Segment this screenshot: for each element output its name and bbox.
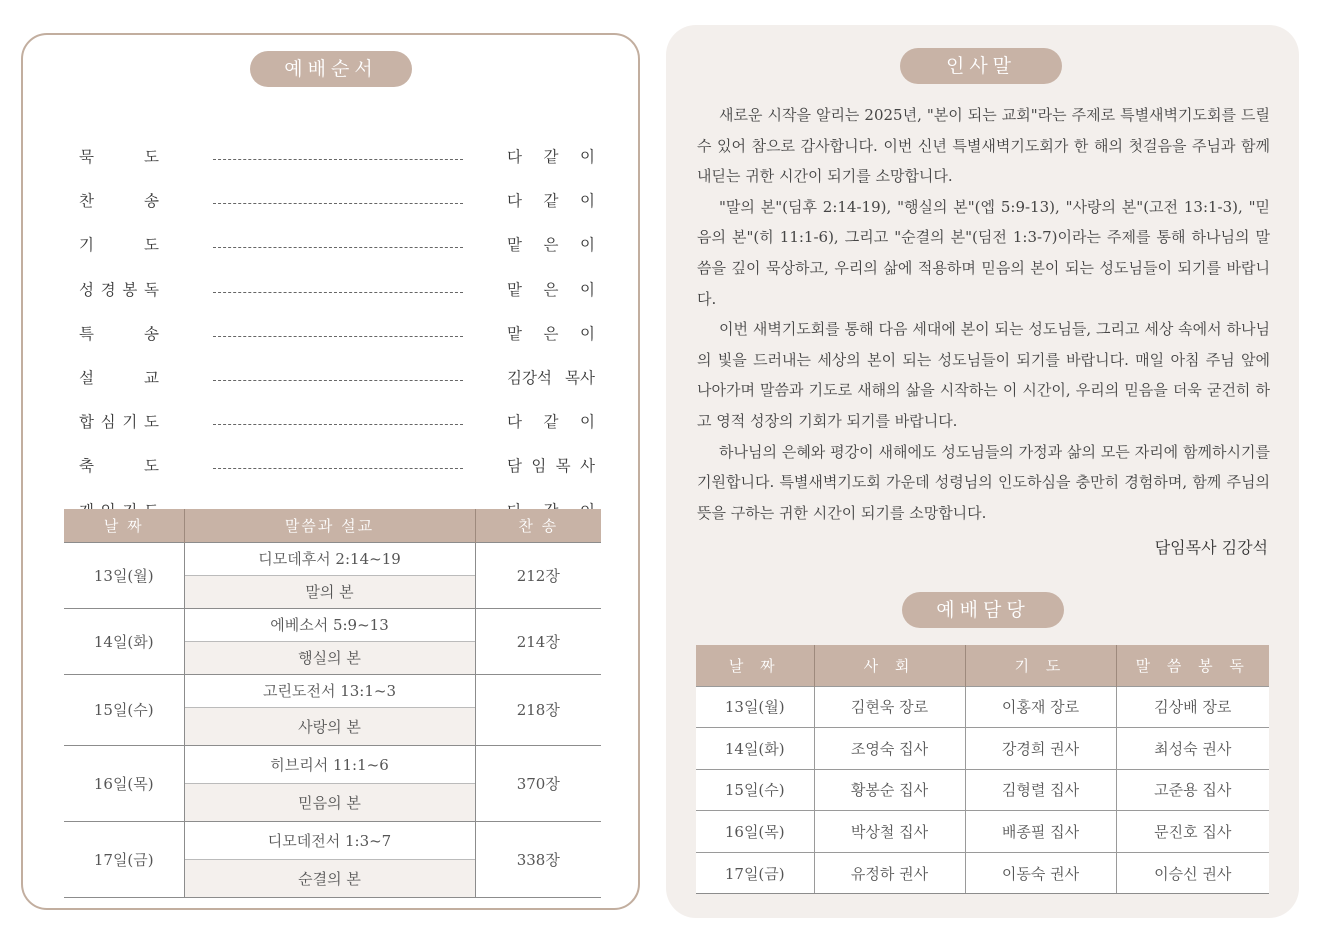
order-leader-part: 이 [580,192,595,211]
duty-host: 유정하 권사 [814,852,965,894]
duty-prayer: 배종필 집사 [965,811,1116,853]
schedule-sermon: 행실의 본 [184,641,475,674]
order-item-name [79,145,159,167]
order-leader-part: 이 [580,148,595,166]
order-leader-part: 목사 [565,368,595,387]
schedule-row [64,674,601,707]
schedule-row [64,608,601,641]
order-leader-part: 같 [543,148,559,166]
dashed-leader [213,336,463,337]
order-item-name [79,322,159,344]
schedule-row [64,745,601,783]
dashed-leader [213,292,463,293]
schedule-table [64,509,601,898]
order-leader-part: 같 [543,413,559,432]
order-item-leader [507,454,595,476]
order-item-name [79,233,159,255]
order-name-char: 축 [79,457,94,476]
order-name-char: 기 [79,236,94,255]
order-leader-part: 같 [543,192,559,211]
order-item-leader [507,189,595,211]
order-name-char: 도 [144,148,159,166]
order-row [79,396,599,440]
order-leader-part: 이 [580,280,595,299]
duty-reading: 고준용 집사 [1116,769,1269,811]
order-name-char: 설 [79,368,94,387]
order-name-char: 합 [79,413,94,432]
order-title: 예배순서 [250,51,412,87]
order-name-char: 송 [144,324,159,343]
greeting-paragraph: 이번 새벽기도회를 통해 다음 세대에 본이 되는 성도님들, 그리고 세상 속에서 하나님의 빛을 드러내는 세상의 본이 되는 성도님들이 되기를 바랍니다. 매일 아침 주님 앞에 나아가며 말씀과 기도로 새해의 삶을 시작하는 이 시간이, 우리의 믿음을 더욱 굳건히 하고 영적 성장의 기회가 되기를 바랍니다. [697,320,1270,430]
schedule-hymn: 212장 [475,542,601,608]
schedule-date: 17일(금) [64,821,184,897]
duty-date: 17일(금) [696,852,814,894]
greeting-paragraph: 새로운 시작을 알리는 2025년, "본이 되는 교회"라는 주제로 특별새벽기도회를 드릴 수 있어 참으로 감사합니다. 이번 신년 특별새벽기도회가 한 해의 첫걸음을 주님과 함께 내딛는 귀한 시간이 되기를 소망합니다. [697,106,1270,186]
order-name-char: 묵 [79,148,94,166]
order-leader-part: 이 [580,413,595,432]
order-name-char: 경 [100,280,116,299]
schedule-date: 14일(화) [64,608,184,674]
duty-reading: 최성숙 권사 [1116,728,1269,770]
order-row [79,440,599,484]
schedule-hymn: 338장 [475,821,601,897]
order-leader-part: 이 [580,236,595,255]
order-leader-part: 은 [543,236,559,255]
order-leader-part: 김강석 [507,368,552,387]
duty-host: 박상철 집사 [814,811,965,853]
order-leader-part: 목 [555,457,571,476]
order-item-name [79,454,159,476]
duty-header-row [696,645,1269,686]
order-leader-part: 사 [579,457,595,476]
duty-host: 김현욱 장로 [814,686,965,728]
order-row [79,131,599,175]
order-name-char: 봉 [122,280,138,299]
duty-host: 조영숙 집사 [814,728,965,770]
schedule-scripture: 디모데전서 1:3~7 [184,821,475,859]
greeting-paragraph: 하나님의 은혜와 평강이 새해에도 성도님들의 가정과 삶의 모든 자리에 함께하시기를 기원합니다. 특별새벽기도회 가운데 성령님의 인도하심을 충만히 경험하며, 함께 주님의 뜻을 구하는 귀한 시간이 되기를 소망합니다. [697,442,1270,522]
dashed-leader [213,247,463,248]
duty-date: 16일(목) [696,811,814,853]
schedule-scripture: 에베소서 5:9~13 [184,608,475,641]
order-name-char: 송 [144,192,159,211]
schedule-sermon: 사랑의 본 [184,707,475,745]
duty-prayer: 이홍재 장로 [965,686,1116,728]
order-row [79,352,599,396]
duty-title: 예배담당 [902,592,1064,628]
duty-prayer: 김형렬 집사 [965,769,1116,811]
schedule-date: 16일(목) [64,745,184,821]
order-name-char: 성 [79,280,94,299]
dashed-leader [213,424,463,425]
dashed-leader [213,380,463,381]
duty-header-host: 사 회 [814,645,965,686]
schedule-row [64,542,601,575]
schedule-hymn: 214장 [475,608,601,674]
duty-row [696,769,1269,811]
duty-date: 15일(수) [696,769,814,811]
order-leader-part: 임 [531,457,547,476]
order-item-leader [507,410,595,432]
duty-row [696,852,1269,894]
duty-row [696,728,1269,770]
order-name-char: 심 [100,413,116,432]
order-row [79,175,599,219]
order-item-name [79,278,159,300]
duty-reading: 김상배 장로 [1116,686,1269,728]
order-item-leader [507,278,595,300]
duty-row [696,811,1269,853]
order-name-char: 도 [144,457,159,476]
order-item-name [79,366,159,388]
schedule-scripture: 고린도전서 13:1~3 [184,674,475,707]
duty-table [696,645,1269,894]
schedule-header-date: 날 짜 [64,509,184,542]
duty-reading: 문진호 집사 [1116,811,1269,853]
order-row [79,219,599,263]
schedule-sermon: 말의 본 [184,575,475,608]
dashed-leader [213,468,463,469]
duty-date: 14일(화) [696,728,814,770]
schedule-sermon: 믿음의 본 [184,783,475,821]
schedule-date: 15일(수) [64,674,184,745]
duty-host: 황봉순 집사 [814,769,965,811]
order-of-service-panel [21,33,640,910]
order-row [79,308,599,352]
schedule-scripture: 디모데후서 2:14~19 [184,542,475,575]
duty-header-reading: 말 씀 봉 독 [1116,645,1269,686]
order-leader-part: 다 [507,413,522,432]
duty-row [696,686,1269,728]
duty-prayer: 이동숙 권사 [965,852,1116,894]
order-name-char: 교 [144,368,159,387]
order-leader-part: 담 [507,457,522,476]
schedule-date: 13일(월) [64,542,184,608]
dashed-leader [213,203,463,204]
schedule-scripture: 히브리서 11:1~6 [184,745,475,783]
order-leader-part: 이 [580,324,595,343]
duty-header-date: 날 짜 [696,645,814,686]
order-name-char: 도 [144,413,159,432]
order-item-name [79,189,159,211]
order-list [79,131,599,529]
schedule-sermon: 순결의 본 [184,859,475,897]
greeting-title: 인사말 [900,48,1062,84]
schedule-row [64,821,601,859]
order-name-char: 독 [144,280,159,299]
order-leader-part: 다 [507,148,522,166]
order-leader-part: 맡 [507,324,522,343]
schedule-header-row [64,509,601,542]
order-item-leader [507,145,595,167]
greeting-panel [666,25,1299,918]
schedule-header-sermon: 말씀과 설교 [184,509,475,542]
schedule-hymn: 370장 [475,745,601,821]
order-item-leader [507,233,595,255]
order-item-name [79,410,159,432]
signature: 담임목사 김강석 [1154,538,1268,557]
duty-reading: 이승신 권사 [1116,852,1269,894]
order-item-leader [507,322,595,344]
order-name-char: 기 [122,413,138,432]
duty-date: 13일(월) [696,686,814,728]
order-name-char: 특 [79,324,94,343]
order-leader-part: 맡 [507,280,522,299]
greeting-text [697,100,1270,528]
duty-header-prayer: 기 도 [965,645,1116,686]
duty-prayer: 강경희 권사 [965,728,1116,770]
dashed-leader [213,159,463,160]
order-leader-part: 맡 [507,236,522,255]
order-name-char: 찬 [79,192,94,211]
order-name-char: 도 [144,236,159,255]
order-leader-part: 다 [507,192,522,211]
order-leader-part: 은 [543,324,559,343]
schedule-hymn: 218장 [475,674,601,745]
order-item-leader [507,366,595,388]
order-leader-part: 은 [543,280,559,299]
schedule-header-hymn: 찬 송 [475,509,601,542]
greeting-paragraph: "말의 본"(딤후 2:14-19), "행실의 본"(엡 5:9-13), "사랑의 본"(고전 13:1-3), "믿음의 본"(히 11:1-6), 그리고 "순결의 본"(딤전 1:3-7)이라는 주제를 통해 하나님의 말씀을 깊이 묵상하고, 우리의 삶에 적용하며 믿음의 본이 되는 성도님들이 되기를 바랍니다. [697,197,1270,308]
order-row [79,264,599,308]
